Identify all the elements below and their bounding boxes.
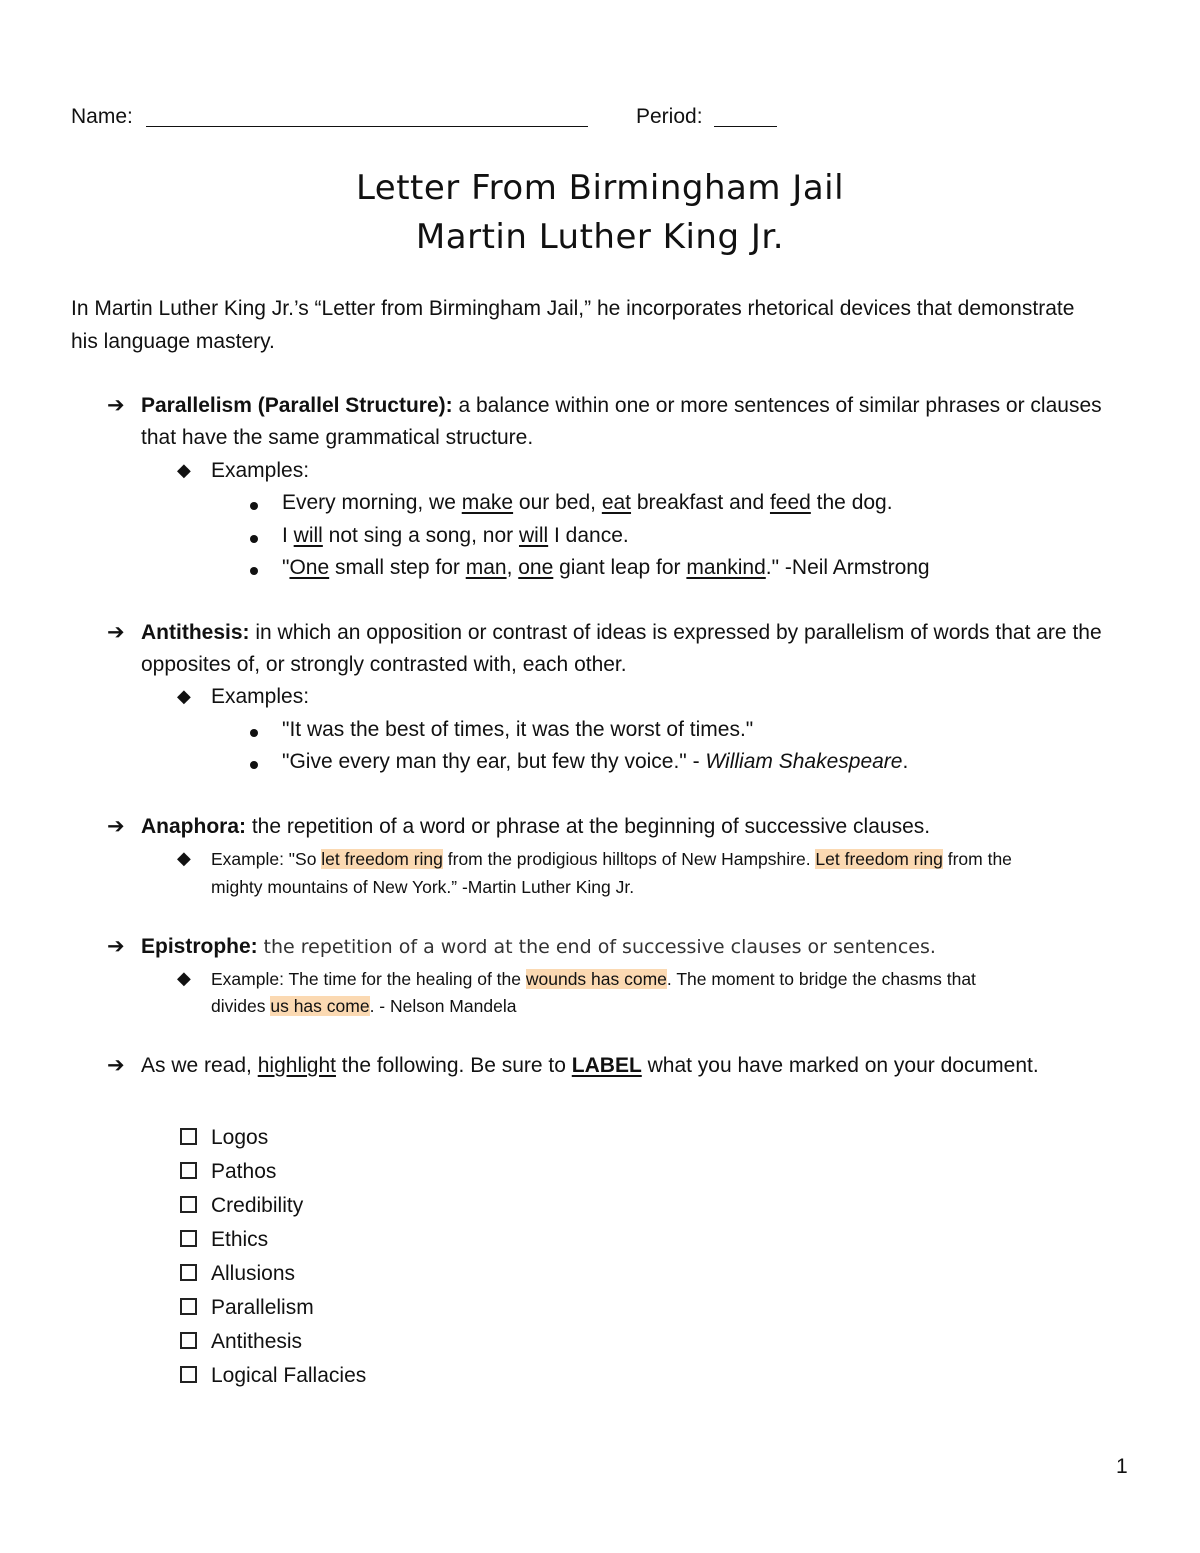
highlighted-phrase: wounds has come: [525, 969, 667, 989]
anaphora-term: Anaphora:: [141, 815, 246, 838]
example-text: from the prodigious hilltops of New Hampshire.: [442, 849, 816, 869]
period-field[interactable]: [714, 126, 777, 127]
instruction-line: [141, 1049, 1039, 1082]
dot-icon: [250, 567, 258, 575]
epistrophe-def: the repetition of a word at the end of successive clauses or sentences.: [263, 936, 936, 958]
instruction-text: the following. Be sure to: [335, 1054, 572, 1077]
example-text: .: [902, 750, 909, 773]
checkbox-icon[interactable]: [180, 1230, 197, 1247]
period-label: Period:: [636, 105, 703, 128]
checkbox-icon[interactable]: [180, 1332, 197, 1349]
underlined-word: will: [293, 524, 323, 547]
highlighted-phrase: us has come: [270, 996, 370, 1016]
intro-line-2: his language mastery.: [71, 330, 275, 353]
page-subtitle: Martin Luther King Jr.: [415, 217, 785, 257]
checkbox-icon[interactable]: [180, 1366, 197, 1383]
antithesis-definition: [141, 616, 1102, 649]
checklist-item-logos: Logos: [211, 1126, 269, 1149]
example-text: not sing a song, nor: [322, 524, 519, 547]
checkbox-icon[interactable]: [180, 1264, 197, 1281]
diamond-icon: ◆: [177, 460, 191, 480]
parallelism-def-1: a balance within one or more sentences of similar phrases or clauses: [458, 394, 1102, 417]
antithesis-def-2: opposites of, or strongly contrasted with, each other.: [141, 653, 627, 676]
checkbox-icon[interactable]: [180, 1128, 197, 1145]
checklist-item-logical-fallacies: Logical Fallacies: [211, 1364, 367, 1387]
underlined-word: eat: [601, 491, 632, 514]
underlined-word: one: [518, 556, 554, 579]
checkbox-icon[interactable]: [180, 1298, 197, 1315]
diamond-icon: ◆: [177, 848, 191, 868]
intro-line-1: In Martin Luther King Jr.’s “Letter from Birmingham Jail,” he incorporates rhetorical devices that demonstrate: [71, 297, 1075, 320]
example-text: Every morning, we: [282, 491, 462, 514]
example-text: ": [282, 556, 290, 579]
antithesis-example-2: [282, 745, 908, 778]
example-text: small step for: [329, 556, 466, 579]
diamond-icon: ◆: [177, 968, 191, 988]
example-text: divides: [211, 996, 271, 1016]
checklist-item-credibility: Credibility: [211, 1194, 304, 1217]
antithesis-example-1: "It was the best of times, it was the worst of times.": [282, 718, 754, 741]
checklist-item-antithesis: Antithesis: [211, 1330, 303, 1353]
example-text: ." -Neil Armstrong: [765, 556, 930, 579]
instruction-text: what you have marked on your document.: [641, 1054, 1039, 1077]
highlighted-phrase: let freedom ring: [321, 849, 443, 869]
epistrophe-definition: [141, 930, 936, 964]
dot-icon: [250, 535, 258, 543]
checklist-item-pathos: Pathos: [211, 1160, 277, 1183]
antithesis-def-1: in which an opposition or contrast of ideas is expressed by parallelism of words that are the: [255, 621, 1102, 644]
underlined-word: mankind: [686, 556, 766, 579]
example-text: breakfast and: [631, 491, 770, 514]
name-field[interactable]: [146, 126, 588, 127]
example-text: Example: "So: [211, 849, 322, 869]
example-text: our bed,: [513, 491, 602, 514]
arrow-right-icon: ➔: [107, 815, 125, 838]
example-text: ,: [506, 556, 519, 579]
antithesis-examples-label: Examples:: [211, 685, 310, 708]
underlined-word: man: [465, 556, 507, 579]
dot-icon: [250, 761, 258, 769]
epistrophe-example-line-1: [211, 965, 976, 993]
arrow-right-icon: ➔: [107, 935, 125, 958]
example-text: . The moment to bridge the chasms that: [666, 969, 976, 989]
example-text: the dog.: [810, 491, 893, 514]
parallelism-definition: [141, 389, 1102, 422]
underlined-word: feed: [769, 491, 811, 514]
instruction-label-word: LABEL: [571, 1054, 642, 1077]
name-label: Name:: [71, 105, 133, 128]
checklist-item-allusions: Allusions: [211, 1262, 296, 1285]
parallelism-example-3: [282, 551, 930, 584]
example-text: I: [282, 524, 294, 547]
checklist-item-parallelism: Parallelism: [211, 1296, 314, 1319]
page-title: Letter From Birmingham Jail: [355, 168, 845, 208]
parallelism-examples-label: Examples:: [211, 459, 310, 482]
checkbox-icon[interactable]: [180, 1196, 197, 1213]
anaphora-example-line-1: [211, 845, 1012, 873]
example-text: I dance.: [548, 524, 629, 547]
example-text: Example: The time for the healing of the: [211, 969, 526, 989]
parallelism-example-2: [282, 519, 629, 552]
example-text: from the: [942, 849, 1012, 869]
anaphora-def: the repetition of a word or phrase at the beginning of successive clauses.: [251, 815, 931, 838]
epistrophe-term: Epistrophe:: [141, 935, 258, 958]
page-number: 1: [1116, 1455, 1128, 1478]
dot-icon: [250, 729, 258, 737]
anaphora-example-line-2: mighty mountains of New York.” -Martin Luther King Jr.: [211, 877, 635, 897]
instruction-text: As we read,: [141, 1054, 258, 1077]
epistrophe-example-line-2: [211, 992, 516, 1020]
underlined-word: will: [518, 524, 549, 547]
example-text: "Give every man thy ear, but few thy voice." -: [282, 750, 706, 773]
anaphora-definition: [141, 810, 930, 843]
antithesis-term: Antithesis:: [141, 621, 250, 644]
underlined-word: make: [461, 491, 514, 514]
example-text: . - Nelson Mandela: [369, 996, 517, 1016]
parallelism-term: Parallelism (Parallel Structure):: [141, 394, 453, 417]
checkbox-icon[interactable]: [180, 1162, 197, 1179]
arrow-right-icon: ➔: [107, 1054, 125, 1077]
instruction-highlight-word: highlight: [257, 1054, 336, 1077]
dot-icon: [250, 502, 258, 510]
parallelism-example-1: [282, 486, 893, 519]
example-text: giant leap for: [553, 556, 687, 579]
highlighted-phrase: Let freedom ring: [815, 849, 943, 869]
arrow-right-icon: ➔: [107, 394, 125, 417]
checklist-item-ethics: Ethics: [211, 1228, 269, 1251]
arrow-right-icon: ➔: [107, 621, 125, 644]
example-author: William Shakespeare: [705, 750, 903, 773]
underlined-word: One: [289, 556, 330, 579]
diamond-icon: ◆: [177, 686, 191, 706]
parallelism-def-2: that have the same grammatical structure.: [141, 426, 534, 449]
